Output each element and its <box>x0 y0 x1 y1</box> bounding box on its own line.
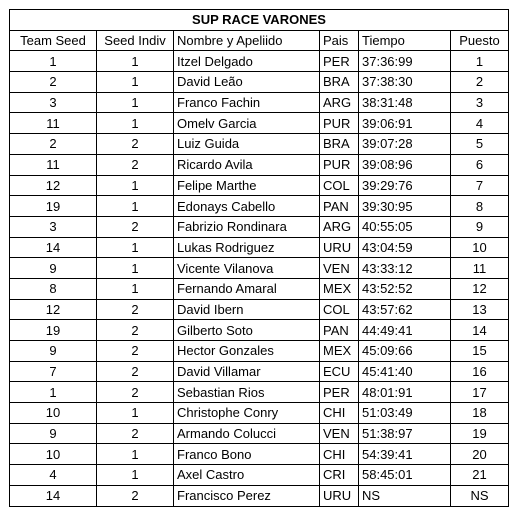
cell-name: Edonays Cabello <box>174 196 320 217</box>
cell-position: 10 <box>451 237 509 258</box>
cell-time: 54:39:41 <box>359 444 451 465</box>
cell-time: 39:08:96 <box>359 154 451 175</box>
table-row <box>10 423 509 444</box>
cell-seed-indiv: 1 <box>97 237 174 258</box>
header-position: Puesto <box>451 30 509 51</box>
cell-name: Fabrizio Rondinara <box>174 216 320 237</box>
cell-country: CHI <box>320 444 359 465</box>
cell-name: Ricardo Avila <box>174 154 320 175</box>
cell-position: 20 <box>451 444 509 465</box>
cell-team-seed: 12 <box>10 299 97 320</box>
cell-seed-indiv: 2 <box>97 320 174 341</box>
cell-seed-indiv: 1 <box>97 175 174 196</box>
header-country: Pais <box>320 30 359 51</box>
cell-name: Franco Bono <box>174 444 320 465</box>
table-row <box>10 382 509 403</box>
cell-name: Luiz Guida <box>174 134 320 155</box>
table-row <box>10 113 509 134</box>
cell-team-seed: 14 <box>10 485 97 506</box>
header-row <box>10 30 509 51</box>
cell-team-seed: 9 <box>10 423 97 444</box>
title-row <box>10 10 509 31</box>
cell-team-seed: 19 <box>10 196 97 217</box>
cell-team-seed: 1 <box>10 51 97 72</box>
cell-seed-indiv: 2 <box>97 341 174 362</box>
cell-team-seed: 10 <box>10 403 97 424</box>
cell-seed-indiv: 1 <box>97 92 174 113</box>
header-team-seed: Team Seed <box>10 30 97 51</box>
cell-time: 45:41:40 <box>359 361 451 382</box>
cell-country: PER <box>320 382 359 403</box>
cell-name: Lukas Rodriguez <box>174 237 320 258</box>
cell-country: MEX <box>320 341 359 362</box>
cell-time: 51:03:49 <box>359 403 451 424</box>
cell-seed-indiv: 1 <box>97 465 174 486</box>
cell-position: 3 <box>451 92 509 113</box>
cell-position: 1 <box>451 51 509 72</box>
cell-seed-indiv: 2 <box>97 154 174 175</box>
cell-name: Omelv Garcia <box>174 113 320 134</box>
cell-team-seed: 7 <box>10 361 97 382</box>
table-row <box>10 320 509 341</box>
cell-country: ARG <box>320 92 359 113</box>
cell-name: Christophe Conry <box>174 403 320 424</box>
cell-position: 19 <box>451 423 509 444</box>
cell-country: VEN <box>320 258 359 279</box>
cell-time: 43:52:52 <box>359 278 451 299</box>
table-row <box>10 403 509 424</box>
cell-time: 40:55:05 <box>359 216 451 237</box>
cell-seed-indiv: 2 <box>97 216 174 237</box>
cell-name: Itzel Delgado <box>174 51 320 72</box>
cell-position: 11 <box>451 258 509 279</box>
cell-country: ARG <box>320 216 359 237</box>
cell-name: Gilberto Soto <box>174 320 320 341</box>
table-row <box>10 299 509 320</box>
cell-country: VEN <box>320 423 359 444</box>
cell-position: 18 <box>451 403 509 424</box>
cell-time: 48:01:91 <box>359 382 451 403</box>
cell-country: ECU <box>320 361 359 382</box>
cell-team-seed: 8 <box>10 278 97 299</box>
cell-team-seed: 11 <box>10 113 97 134</box>
cell-time: 39:29:76 <box>359 175 451 196</box>
cell-position: 21 <box>451 465 509 486</box>
table-row <box>10 154 509 175</box>
cell-seed-indiv: 1 <box>97 113 174 134</box>
cell-name: Armando Colucci <box>174 423 320 444</box>
cell-position: 7 <box>451 175 509 196</box>
cell-country: URU <box>320 237 359 258</box>
table-row <box>10 175 509 196</box>
cell-seed-indiv: 2 <box>97 485 174 506</box>
cell-seed-indiv: 1 <box>97 72 174 93</box>
cell-position: 5 <box>451 134 509 155</box>
cell-position: 15 <box>451 341 509 362</box>
cell-country: PER <box>320 51 359 72</box>
cell-position: NS <box>451 485 509 506</box>
cell-name: David Ibern <box>174 299 320 320</box>
cell-time: 45:09:66 <box>359 341 451 362</box>
cell-seed-indiv: 2 <box>97 134 174 155</box>
cell-team-seed: 10 <box>10 444 97 465</box>
cell-team-seed: 1 <box>10 382 97 403</box>
results-body <box>10 51 509 506</box>
cell-position: 16 <box>451 361 509 382</box>
cell-position: 14 <box>451 320 509 341</box>
table-row <box>10 51 509 72</box>
cell-country: PUR <box>320 113 359 134</box>
cell-seed-indiv: 2 <box>97 361 174 382</box>
cell-position: 17 <box>451 382 509 403</box>
cell-name: David Villamar <box>174 361 320 382</box>
cell-team-seed: 11 <box>10 154 97 175</box>
cell-seed-indiv: 1 <box>97 403 174 424</box>
cell-position: 4 <box>451 113 509 134</box>
table-title: SUP RACE VARONES <box>10 10 509 31</box>
cell-country: COL <box>320 175 359 196</box>
cell-country: CRI <box>320 465 359 486</box>
cell-team-seed: 9 <box>10 341 97 362</box>
cell-position: 8 <box>451 196 509 217</box>
cell-seed-indiv: 2 <box>97 423 174 444</box>
table-row <box>10 216 509 237</box>
cell-time: 39:06:91 <box>359 113 451 134</box>
cell-name: Francisco Perez <box>174 485 320 506</box>
cell-name: Hector Gonzales <box>174 341 320 362</box>
cell-seed-indiv: 1 <box>97 444 174 465</box>
cell-name: Axel Castro <box>174 465 320 486</box>
results-sheet <box>9 9 509 507</box>
results-table <box>9 9 509 507</box>
table-row <box>10 72 509 93</box>
cell-country: MEX <box>320 278 359 299</box>
cell-team-seed: 3 <box>10 92 97 113</box>
cell-time: 39:30:95 <box>359 196 451 217</box>
table-row <box>10 278 509 299</box>
cell-time: 58:45:01 <box>359 465 451 486</box>
cell-team-seed: 14 <box>10 237 97 258</box>
cell-name: David Leão <box>174 72 320 93</box>
cell-name: Felipe Marthe <box>174 175 320 196</box>
table-row <box>10 465 509 486</box>
cell-time: NS <box>359 485 451 506</box>
cell-time: 37:36:99 <box>359 51 451 72</box>
cell-country: PUR <box>320 154 359 175</box>
cell-team-seed: 2 <box>10 72 97 93</box>
cell-time: 38:31:48 <box>359 92 451 113</box>
cell-name: Franco Fachin <box>174 92 320 113</box>
cell-seed-indiv: 2 <box>97 299 174 320</box>
header-time: Tiempo <box>359 30 451 51</box>
table-row <box>10 485 509 506</box>
cell-country: URU <box>320 485 359 506</box>
cell-country: BRA <box>320 72 359 93</box>
table-row <box>10 361 509 382</box>
table-row <box>10 196 509 217</box>
cell-country: PAN <box>320 320 359 341</box>
table-row <box>10 444 509 465</box>
cell-time: 51:38:97 <box>359 423 451 444</box>
table-row <box>10 341 509 362</box>
header-seed-indiv: Seed Indiv <box>97 30 174 51</box>
cell-seed-indiv: 1 <box>97 278 174 299</box>
cell-team-seed: 12 <box>10 175 97 196</box>
cell-position: 13 <box>451 299 509 320</box>
cell-team-seed: 4 <box>10 465 97 486</box>
cell-country: PAN <box>320 196 359 217</box>
cell-position: 6 <box>451 154 509 175</box>
cell-country: COL <box>320 299 359 320</box>
table-row <box>10 134 509 155</box>
cell-name: Fernando Amaral <box>174 278 320 299</box>
cell-country: BRA <box>320 134 359 155</box>
cell-position: 2 <box>451 72 509 93</box>
cell-team-seed: 2 <box>10 134 97 155</box>
table-row <box>10 258 509 279</box>
cell-position: 12 <box>451 278 509 299</box>
cell-seed-indiv: 1 <box>97 258 174 279</box>
cell-team-seed: 9 <box>10 258 97 279</box>
cell-seed-indiv: 1 <box>97 196 174 217</box>
cell-name: Vicente Vilanova <box>174 258 320 279</box>
cell-time: 37:38:30 <box>359 72 451 93</box>
cell-time: 43:04:59 <box>359 237 451 258</box>
cell-team-seed: 19 <box>10 320 97 341</box>
cell-time: 44:49:41 <box>359 320 451 341</box>
cell-team-seed: 3 <box>10 216 97 237</box>
cell-country: CHI <box>320 403 359 424</box>
cell-seed-indiv: 2 <box>97 382 174 403</box>
table-row <box>10 92 509 113</box>
table-row <box>10 237 509 258</box>
cell-time: 43:57:62 <box>359 299 451 320</box>
cell-seed-indiv: 1 <box>97 51 174 72</box>
header-name: Nombre y Apeliido <box>174 30 320 51</box>
cell-time: 43:33:12 <box>359 258 451 279</box>
cell-time: 39:07:28 <box>359 134 451 155</box>
cell-position: 9 <box>451 216 509 237</box>
cell-name: Sebastian Rios <box>174 382 320 403</box>
